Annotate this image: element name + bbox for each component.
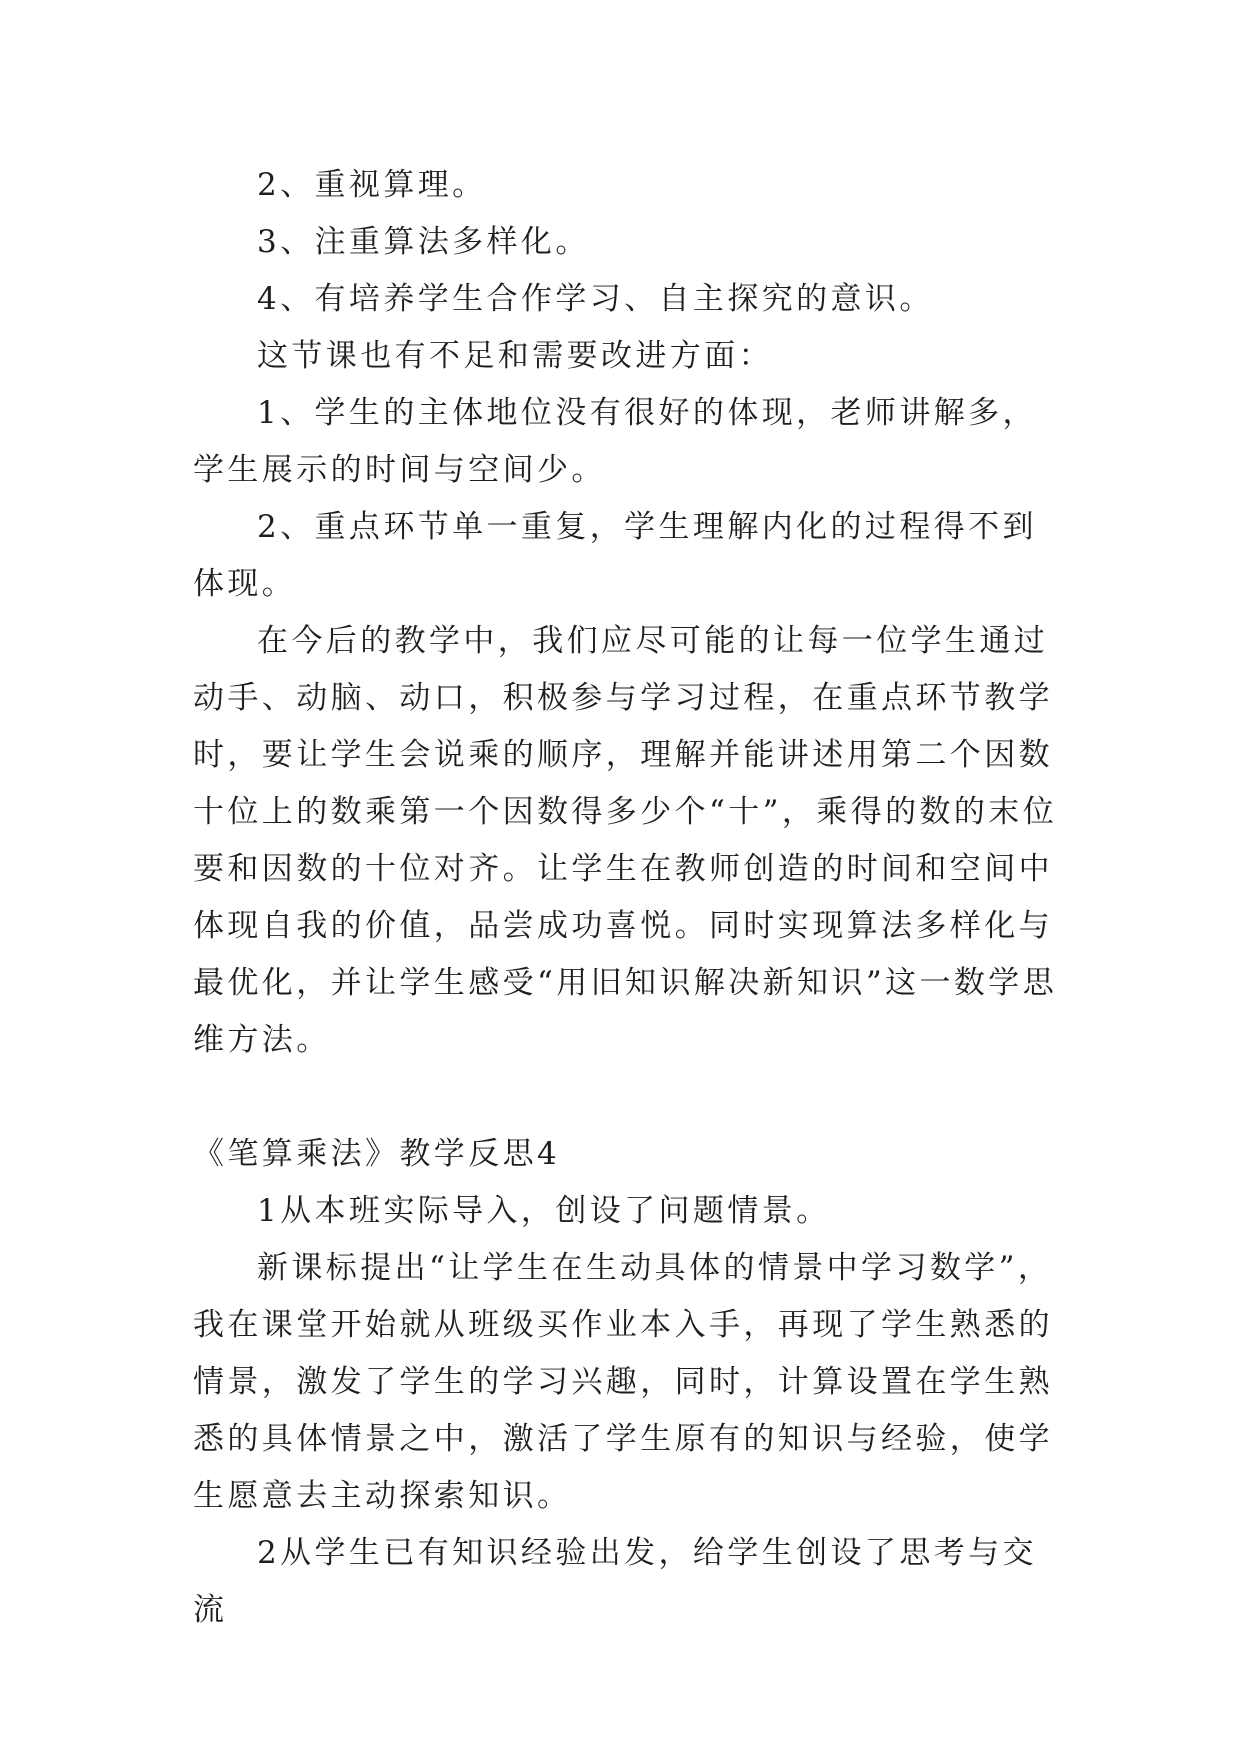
paragraph: 新课标提出“让学生在生动具体的情景中学习数学”，我在课堂开始就从班级买作业本入手，再现了学生熟悉的情景，激发了学生的学习兴趣，同时，计算设置在学生熟悉的具体情景之中，激活了学生原有的知识与经验，使学生愿意去主动探索知识。 xyxy=(193,1250,1053,1514)
paragraph: 2、重视算理。 xyxy=(257,167,487,203)
paragraph: 3、注重算法多样化。 xyxy=(257,224,590,260)
paragraph: 2从学生已有知识经验出发，给学生创设了思考与交流 xyxy=(193,1535,1037,1628)
paragraph: 2、重点环节单一重复，学生理解内化的过程得不到体现。 xyxy=(193,509,1037,602)
document-body xyxy=(193,157,1061,1639)
paragraph: 4、有培养学生合作学习、自主探究的意识。 xyxy=(257,281,934,317)
section-gap xyxy=(193,1069,1061,1126)
paragraph: 1从本班实际导入，创设了问题情景。 xyxy=(257,1193,831,1229)
section-title: 《笔算乘法》教学反思4 xyxy=(193,1136,561,1172)
paragraph: 1、学生的主体地位没有很好的体现，老师讲解多，学生展示的时间与空间少。 xyxy=(193,395,1037,488)
paragraph: 在今后的教学中，我们应尽可能的让每一位学生通过动手、动脑、动口，积极参与学习过程，在重点环节教学时，要让学生会说乘的顺序，理解并能讲述用第二个因数十位上的数乘第一个因数得多少个“十”，乘得的数的末位要和因数的十位对齐。让学生在教师创造的时间和空间中体现自我的价值，品尝成功喜悦。同时实现算法多样化与最优化，并让学生感受“用旧知识解决新知识”这一数学思维方法。 xyxy=(193,623,1058,1058)
paragraph: 这节课也有不足和需要改进方面： xyxy=(257,338,773,374)
